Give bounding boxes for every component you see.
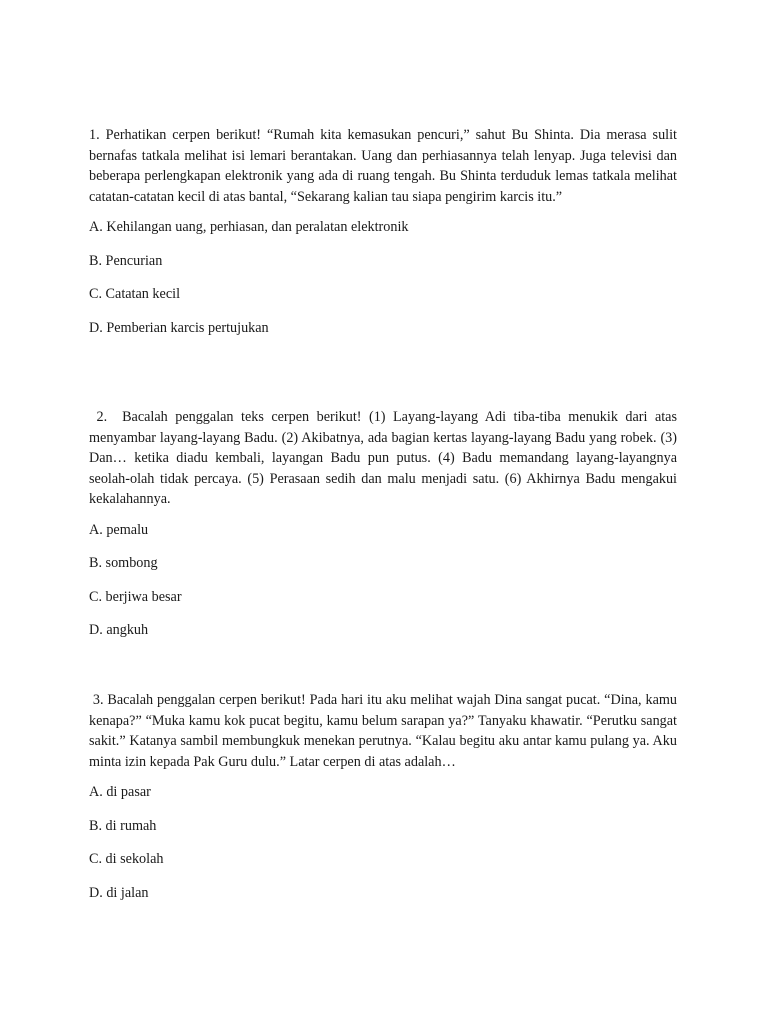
question-1-option-a: A. Kehilangan uang, perhiasan, dan peralatan elektronik [89,219,409,236]
question-2 [89,407,677,654]
question-3 [89,690,677,916]
question-1-option-b: B. Pencurian [89,252,163,269]
question-1-text: 1. Perhatikan cerpen berikut! “Rumah kita kemasukan pencuri,” sahut Bu Shinta. Dia merasa sulit bernafas tatkala melihat isi lemari berantakan. Uang dan perhiasannya telah lenyap. Juga televisi dan beberapa perlengkapan elektronik yang ada di ruang tengah. Bu Shinta terduduk lemas tatkala melihat catatan-catatan kecil di atas bantal, “Sekarang kalian tau siapa pengirim karcis itu.” [89,127,677,205]
question-3-option-a: A. di pasar [89,784,151,801]
question-2-option-d: D. angkuh [89,622,149,639]
question-3-option-b: B. di rumah [89,817,157,834]
question-3-options [89,782,677,903]
question-3-option-d: D. di jalan [89,884,149,901]
question-3-text: 3. Bacalah penggalan cerpen berikut! Pada hari itu aku melihat wajah Dina sangat pucat. “Dina, kamu kenapa?” “Muka kamu kok pucat begitu, kamu belum sarapan ya?” Tanyaku khawatir. “Perutku sangat sakit.” Katanya sambil membungkuk menekan perutnya. “Kalau begitu aku antar kamu pulang ya. Aku minta izin kepada Pak Guru dulu.” Latar cerpen di atas adalah… [89,692,677,770]
question-1-option-d: D. Pemberian karcis pertujukan [89,319,269,336]
question-2-option-c: C. berjiwa besar [89,588,182,605]
question-2-option-a: A. pemalu [89,521,149,538]
question-2-option-b: B. sombong [89,555,158,572]
question-1-options [89,217,677,338]
question-1 [89,125,677,351]
question-1-option-c: C. Catatan kecil [89,286,181,303]
question-3-option-c: C. di sekolah [89,851,164,868]
question-2-options [89,520,677,641]
question-2-text: 2. Bacalah penggalan teks cerpen berikut! (1) Layang-layang Adi tiba-tiba menukik dari atas menyambar layang-layang Badu. (2) Akibatnya, ada bagian kertas layang-layang Badu yang robek. (3) Dan… ketika diadu kembali, layangan Badu pun putus. (4) Badu memandang layang-layangnya seolah-olah tidak percaya. (5) Perasaan sedih dan malu menjadi satu. (6) Akhirnya Badu mengakui kekalahannya. [89,409,677,508]
